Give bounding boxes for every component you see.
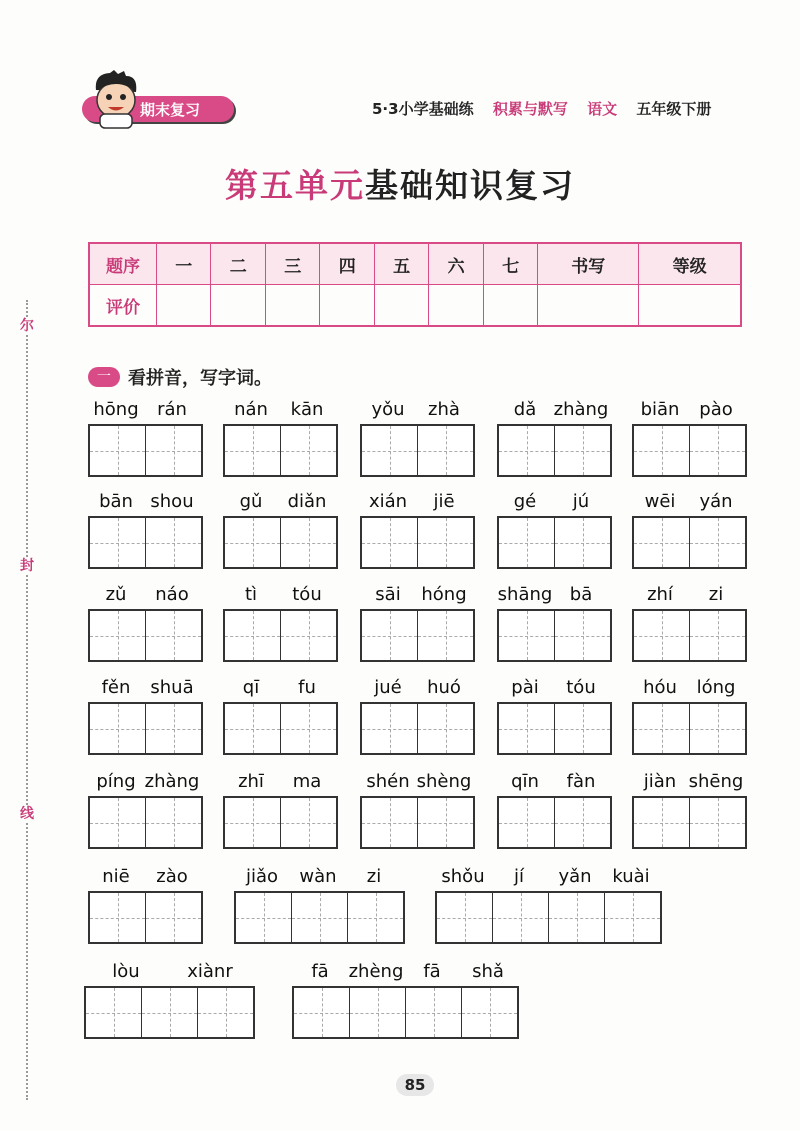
pinyin-syllable: zi: [366, 866, 382, 887]
writing-cell[interactable]: [225, 426, 280, 475]
writing-cell[interactable]: [225, 611, 280, 660]
pinyin-row: [223, 398, 338, 422]
pinyin-syllable: ma: [292, 771, 322, 792]
pinyin-syllable: fā: [423, 961, 441, 982]
pinyin-row: [497, 770, 612, 794]
writing-cell[interactable]: [461, 988, 517, 1037]
pinyin-syllable: bān: [99, 491, 133, 512]
tianzige-grid: [88, 796, 203, 849]
writing-cell[interactable]: [417, 518, 473, 567]
score-column: 等级: [639, 243, 741, 285]
score-column: 五: [374, 243, 428, 285]
pinyin-syllable: zhàng: [144, 771, 200, 792]
pinyin-syllable: xiànr: [187, 961, 233, 982]
tianzige-grid: [223, 796, 338, 849]
pinyin-syllable: niē: [102, 866, 130, 887]
margin-char: 尔: [20, 318, 34, 334]
pinyin-syllable: jiǎo: [245, 866, 279, 887]
pinyin-row: [497, 398, 612, 422]
tianzige-grid: [632, 609, 747, 662]
pinyin-syllable: pào: [699, 399, 733, 420]
writing-cell[interactable]: [604, 893, 660, 942]
writing-cell[interactable]: [499, 704, 554, 753]
pinyin-syllable: zhà: [428, 399, 460, 420]
tianzige-grid: [292, 986, 519, 1039]
score-column: 一: [157, 243, 211, 285]
pinyin-syllable: shǎ: [472, 961, 504, 982]
writing-cell[interactable]: [499, 426, 554, 475]
section-number-badge: 一: [88, 367, 120, 387]
pinyin-row: [360, 583, 475, 607]
writing-cell[interactable]: [499, 611, 554, 660]
pinyin-syllable: náo: [155, 584, 189, 605]
writing-cell[interactable]: [86, 988, 141, 1037]
pinyin-row: [435, 865, 662, 889]
writing-cell[interactable]: [554, 704, 610, 753]
writing-cell[interactable]: [362, 518, 417, 567]
badge-label: 期末复习: [140, 101, 201, 119]
pinyin-syllable: wàn: [299, 866, 337, 887]
pinyin-syllable: tóu: [566, 677, 596, 698]
eval-cell[interactable]: [320, 285, 374, 327]
pinyin-syllable: biān: [640, 399, 680, 420]
pinyin-row: [632, 398, 747, 422]
pinyin-exercise-item: [223, 398, 338, 477]
score-eval-row: [89, 285, 741, 327]
tianzige-grid: [360, 702, 475, 755]
writing-cell[interactable]: [145, 426, 201, 475]
pinyin-syllable: rán: [157, 399, 187, 420]
pinyin-syllable: shēng: [688, 771, 744, 792]
pinyin-row: [84, 960, 255, 984]
binding-dotted-line: [26, 300, 28, 1100]
section-title: 看拼音，写字词。: [128, 368, 272, 389]
page-title: [0, 160, 800, 207]
tianzige-grid: [84, 986, 255, 1039]
score-column: 七: [483, 243, 537, 285]
pinyin-row: [632, 583, 747, 607]
writing-cell[interactable]: [294, 988, 349, 1037]
pinyin-exercise-item: [88, 398, 203, 477]
eval-cell[interactable]: [483, 285, 537, 327]
pinyin-row: [223, 583, 338, 607]
eval-cell[interactable]: [639, 285, 741, 327]
pinyin-exercise-item: [88, 865, 203, 944]
writing-cell[interactable]: [90, 893, 145, 942]
writing-cell[interactable]: [689, 426, 745, 475]
pinyin-syllable: lóng: [696, 677, 736, 698]
writing-cell[interactable]: [417, 426, 473, 475]
tianzige-grid: [223, 516, 338, 569]
pinyin-exercise-item: [88, 490, 203, 569]
pinyin-exercise-item: [292, 960, 519, 1039]
tianzige-grid: [223, 424, 338, 477]
writing-cell[interactable]: [499, 798, 554, 847]
pinyin-exercise-item: [632, 770, 747, 849]
score-column: 四: [320, 243, 374, 285]
pinyin-syllable: dǎ: [513, 399, 537, 420]
pinyin-syllable: zi: [708, 584, 724, 605]
pinyin-exercise-item: [360, 398, 475, 477]
book-name: 积累与默写: [492, 100, 568, 118]
grade: 五年级下册: [636, 100, 712, 118]
writing-cell[interactable]: [689, 798, 745, 847]
pinyin-syllable: pài: [511, 677, 539, 698]
tianzige-grid: [360, 609, 475, 662]
writing-cell[interactable]: [145, 704, 201, 753]
writing-cell[interactable]: [689, 518, 745, 567]
writing-cell[interactable]: [280, 798, 336, 847]
writing-cell[interactable]: [349, 988, 405, 1037]
writing-cell[interactable]: [634, 518, 689, 567]
pinyin-syllable: shén: [366, 771, 410, 792]
pinyin-syllable: kān: [290, 399, 324, 420]
writing-cell[interactable]: [362, 426, 417, 475]
pinyin-row: [88, 490, 203, 514]
pinyin-syllable: hóng: [421, 584, 467, 605]
pinyin-syllable: zhèng: [348, 961, 404, 982]
pinyin-syllable: zhī: [238, 771, 264, 792]
pinyin-exercise-item: [223, 490, 338, 569]
writing-cell[interactable]: [225, 798, 280, 847]
header-info: [372, 98, 725, 119]
pinyin-exercise-item: [632, 676, 747, 755]
eval-cell[interactable]: [429, 285, 483, 327]
mascot-boy-icon: [88, 70, 144, 130]
pinyin-row: [497, 490, 612, 514]
tianzige-grid: [88, 516, 203, 569]
writing-cell[interactable]: [417, 704, 473, 753]
pinyin-exercise-item: [497, 676, 612, 755]
writing-cell[interactable]: [225, 704, 280, 753]
pinyin-exercise-item: [360, 490, 475, 569]
pinyin-exercise-item: [234, 865, 405, 944]
writing-cell[interactable]: [492, 893, 548, 942]
pinyin-exercise-item: [435, 865, 662, 944]
pinyin-exercise-item: [632, 398, 747, 477]
row-header-order: 题序: [89, 243, 157, 285]
writing-cell[interactable]: [417, 798, 473, 847]
eval-cell[interactable]: [265, 285, 319, 327]
page-number: 85: [396, 1074, 434, 1096]
section-heading: [88, 364, 272, 390]
tianzige-grid: [223, 609, 338, 662]
score-column: 六: [429, 243, 483, 285]
writing-cell[interactable]: [236, 893, 291, 942]
margin-char: 线: [20, 806, 34, 822]
writing-cell[interactable]: [280, 426, 336, 475]
tianzige-grid: [234, 891, 405, 944]
pinyin-syllable: jú: [572, 491, 590, 512]
pinyin-syllable: kuài: [612, 866, 650, 887]
tianzige-grid: [632, 796, 747, 849]
pinyin-syllable: fā: [311, 961, 329, 982]
pinyin-syllable: gǔ: [239, 491, 263, 512]
writing-cell[interactable]: [634, 611, 689, 660]
pinyin-syllable: shuā: [150, 677, 194, 698]
writing-cell[interactable]: [554, 426, 610, 475]
writing-cell[interactable]: [90, 704, 145, 753]
pinyin-exercise-item: [223, 676, 338, 755]
title-topic: 基础知识复习: [365, 166, 575, 205]
writing-cell[interactable]: [197, 988, 253, 1037]
writing-cell[interactable]: [417, 611, 473, 660]
pinyin-exercise-item: [223, 770, 338, 849]
pinyin-syllable: tóu: [292, 584, 322, 605]
pinyin-syllable: zhí: [647, 584, 673, 605]
pinyin-row: [632, 676, 747, 700]
pinyin-syllable: nán: [234, 399, 268, 420]
tianzige-grid: [632, 516, 747, 569]
writing-cell[interactable]: [554, 611, 610, 660]
row-header-eval: 评价: [89, 285, 157, 327]
pinyin-exercise-item: [632, 490, 747, 569]
pinyin-row: [223, 770, 338, 794]
pinyin-exercise-item: [360, 770, 475, 849]
pinyin-row: [360, 490, 475, 514]
writing-cell[interactable]: [554, 518, 610, 567]
pinyin-exercise-item: [497, 490, 612, 569]
writing-cell[interactable]: [280, 704, 336, 753]
tianzige-grid: [88, 424, 203, 477]
pinyin-syllable: fàn: [566, 771, 596, 792]
subject: 语文: [587, 100, 618, 118]
pinyin-syllable: shèng: [416, 771, 472, 792]
tianzige-grid: [360, 796, 475, 849]
writing-cell[interactable]: [362, 704, 417, 753]
pinyin-syllable: yán: [699, 491, 733, 512]
pinyin-syllable: hóu: [643, 677, 677, 698]
title-unit: 第五单元: [225, 166, 365, 205]
eval-cell[interactable]: [157, 285, 211, 327]
pinyin-row: [88, 676, 203, 700]
score-table: [88, 242, 742, 327]
tianzige-grid: [497, 424, 612, 477]
tianzige-grid: [88, 702, 203, 755]
writing-cell[interactable]: [548, 893, 604, 942]
pinyin-syllable: xián: [368, 491, 408, 512]
eval-cell[interactable]: [374, 285, 428, 327]
pinyin-row: [88, 398, 203, 422]
pinyin-row: [632, 770, 747, 794]
eval-cell[interactable]: [538, 285, 639, 327]
pinyin-syllable: wēi: [644, 491, 676, 512]
pinyin-syllable: huó: [427, 677, 461, 698]
pinyin-syllable: yǒu: [371, 399, 405, 420]
writing-cell[interactable]: [225, 518, 280, 567]
pinyin-row: [88, 770, 203, 794]
pinyin-syllable: jí: [513, 866, 524, 887]
pinyin-exercise-item: [223, 583, 338, 662]
tianzige-grid: [497, 516, 612, 569]
pinyin-syllable: fu: [298, 677, 316, 698]
pinyin-syllable: zào: [156, 866, 188, 887]
pinyin-exercise-item: [88, 583, 203, 662]
writing-cell[interactable]: [145, 611, 201, 660]
writing-cell[interactable]: [362, 611, 417, 660]
pinyin-exercise-item: [88, 770, 203, 849]
writing-cell[interactable]: [689, 611, 745, 660]
pinyin-syllable: qī: [242, 677, 260, 698]
margin-char: 封: [20, 558, 34, 574]
pinyin-exercise-item: [360, 676, 475, 755]
pinyin-row: [360, 676, 475, 700]
writing-cell[interactable]: [362, 798, 417, 847]
writing-cell[interactable]: [291, 893, 347, 942]
pinyin-syllable: hōng: [93, 399, 139, 420]
writing-cell[interactable]: [90, 426, 145, 475]
pinyin-syllable: shou: [150, 491, 194, 512]
pinyin-row: [292, 960, 519, 984]
pinyin-row: [88, 583, 203, 607]
tianzige-grid: [497, 609, 612, 662]
score-column: 三: [265, 243, 319, 285]
writing-cell[interactable]: [405, 988, 461, 1037]
pinyin-exercise-item: [497, 770, 612, 849]
pinyin-row: [360, 770, 475, 794]
tianzige-grid: [223, 702, 338, 755]
pinyin-syllable: lòu: [112, 961, 140, 982]
writing-cell[interactable]: [141, 988, 197, 1037]
pinyin-syllable: jué: [374, 677, 402, 698]
pinyin-syllable: yǎn: [558, 866, 592, 887]
pinyin-row: [234, 865, 405, 889]
pinyin-row: [223, 676, 338, 700]
tianzige-grid: [632, 424, 747, 477]
writing-cell[interactable]: [145, 893, 201, 942]
pinyin-row: [632, 490, 747, 514]
tianzige-grid: [435, 891, 662, 944]
pinyin-syllable: zhàng: [553, 399, 609, 420]
tianzige-grid: [88, 891, 203, 944]
score-column: 二: [211, 243, 265, 285]
pinyin-syllable: tì: [244, 584, 258, 605]
tianzige-grid: [632, 702, 747, 755]
writing-cell[interactable]: [145, 798, 201, 847]
pinyin-exercise-item: [497, 398, 612, 477]
series-name: 5·3小学基础练: [372, 100, 474, 118]
pinyin-row: [497, 583, 612, 607]
writing-cell[interactable]: [347, 893, 403, 942]
pinyin-syllable: píng: [96, 771, 136, 792]
tianzige-grid: [360, 424, 475, 477]
tianzige-grid: [497, 796, 612, 849]
pinyin-syllable: shāng: [497, 584, 553, 605]
pinyin-syllable: zǔ: [105, 584, 127, 605]
pinyin-syllable: shǒu: [441, 866, 485, 887]
writing-cell[interactable]: [499, 518, 554, 567]
pinyin-syllable: qīn: [511, 771, 539, 792]
eval-cell[interactable]: [211, 285, 265, 327]
score-column: 书写: [538, 243, 639, 285]
writing-cell[interactable]: [280, 611, 336, 660]
writing-cell[interactable]: [145, 518, 201, 567]
writing-cell[interactable]: [554, 798, 610, 847]
pinyin-syllable: bā: [569, 584, 593, 605]
writing-cell[interactable]: [634, 704, 689, 753]
pinyin-row: [223, 490, 338, 514]
writing-cell[interactable]: [90, 798, 145, 847]
pinyin-syllable: sāi: [375, 584, 401, 605]
pinyin-syllable: gé: [513, 491, 537, 512]
tianzige-grid: [88, 609, 203, 662]
writing-cell[interactable]: [689, 704, 745, 753]
writing-cell[interactable]: [90, 518, 145, 567]
pinyin-row: [360, 398, 475, 422]
pinyin-exercise-item: [360, 583, 475, 662]
pinyin-syllable: jiē: [433, 491, 455, 512]
writing-cell[interactable]: [634, 798, 689, 847]
score-header-row: [89, 243, 741, 285]
pinyin-row: [497, 676, 612, 700]
writing-cell[interactable]: [634, 426, 689, 475]
pinyin-exercise-item: [497, 583, 612, 662]
writing-cell[interactable]: [90, 611, 145, 660]
writing-cell[interactable]: [437, 893, 492, 942]
tianzige-grid: [497, 702, 612, 755]
pinyin-row: [88, 865, 203, 889]
pinyin-syllable: jiàn: [643, 771, 677, 792]
pinyin-exercise-item: [88, 676, 203, 755]
pinyin-syllable: diǎn: [287, 491, 327, 512]
pinyin-exercise-item: [632, 583, 747, 662]
writing-cell[interactable]: [280, 518, 336, 567]
pinyin-exercise-item: [84, 960, 255, 1039]
tianzige-grid: [360, 516, 475, 569]
pinyin-syllable: fěn: [101, 677, 131, 698]
